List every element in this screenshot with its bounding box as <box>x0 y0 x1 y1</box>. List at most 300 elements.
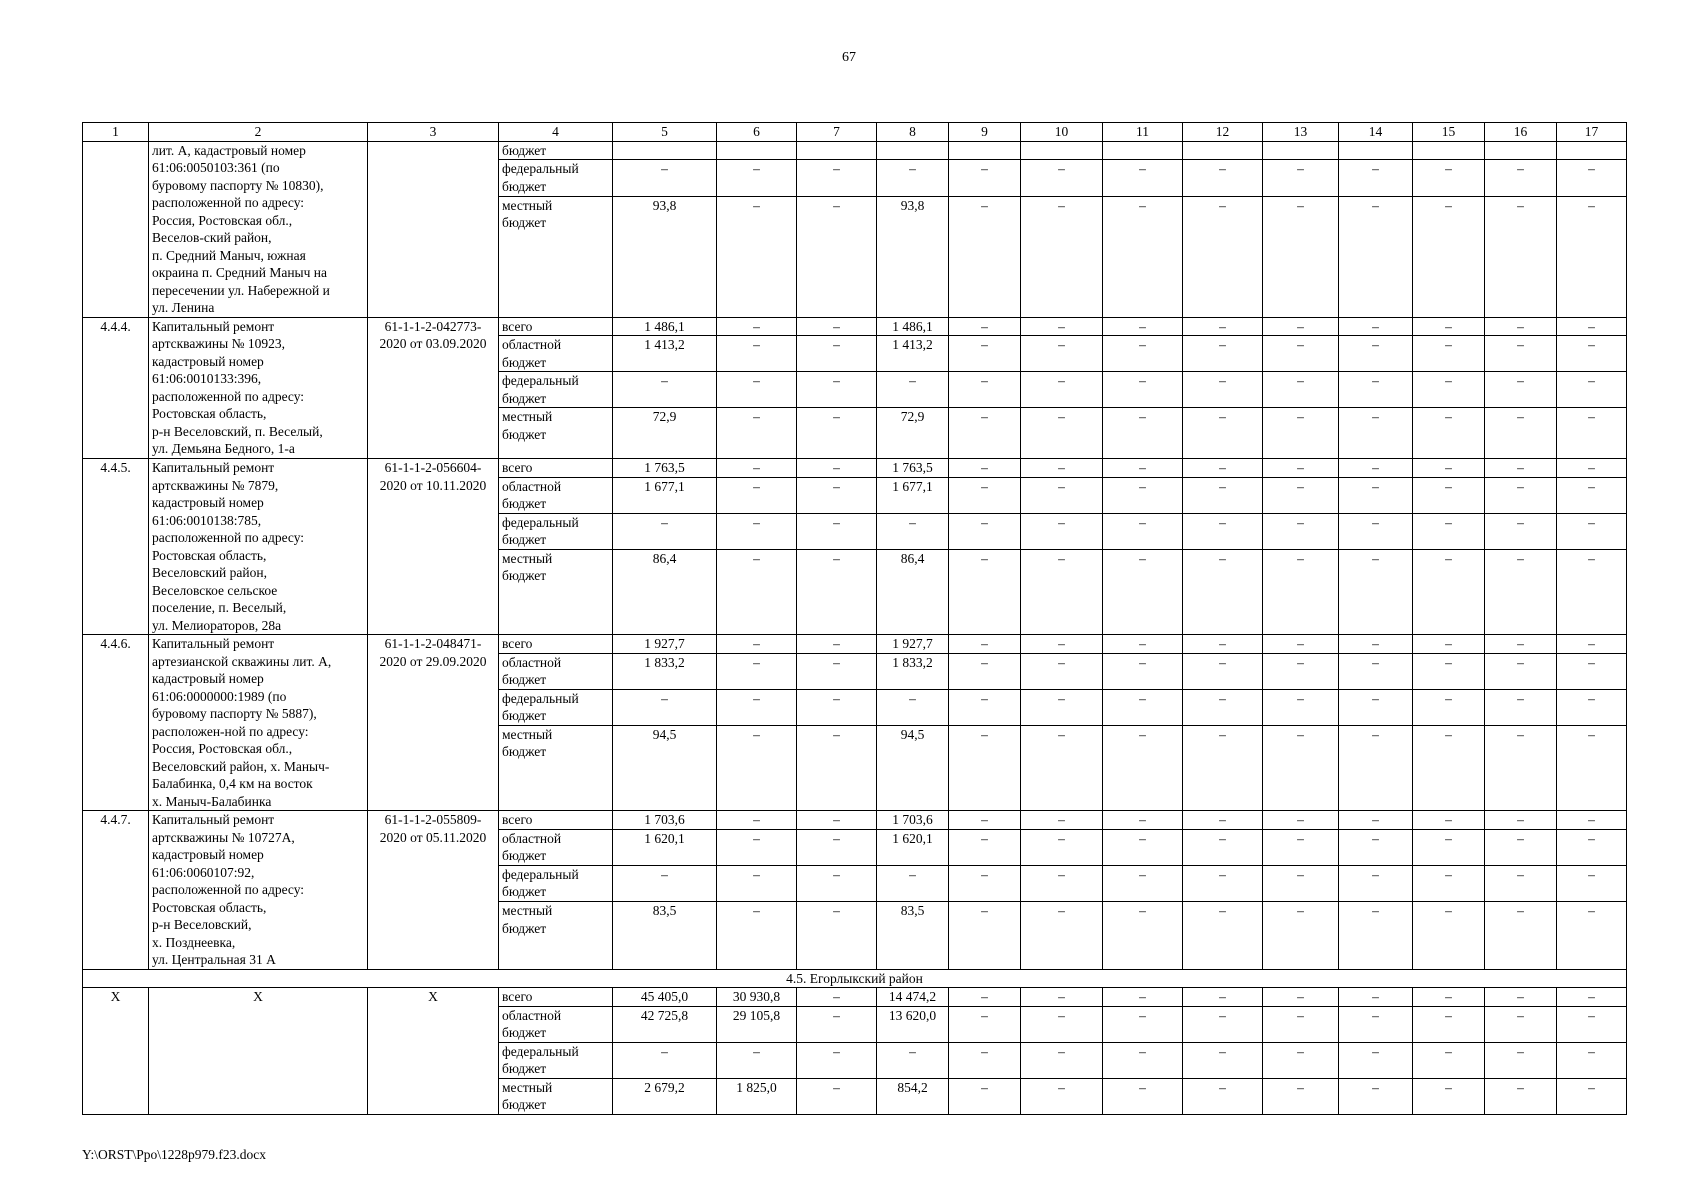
value-cell <box>1413 141 1485 160</box>
value-cell: – <box>797 196 877 317</box>
value-cell: – <box>1103 829 1183 865</box>
value-cell: – <box>797 336 877 372</box>
value-cell: 854,2 <box>877 1078 949 1114</box>
value-cell: – <box>1263 513 1339 549</box>
value-cell: – <box>1103 689 1183 725</box>
value-cell: – <box>1485 477 1557 513</box>
column-header: 13 <box>1263 123 1339 142</box>
value-cell: – <box>797 902 877 969</box>
value-cell: 94,5 <box>877 725 949 810</box>
value-cell: – <box>1413 317 1485 336</box>
value-cell: – <box>1263 1078 1339 1114</box>
value-cell: – <box>717 317 797 336</box>
value-cell: 1 833,2 <box>877 653 949 689</box>
table-row <box>83 635 1627 654</box>
value-cell: – <box>1183 336 1263 372</box>
value-cell: – <box>1183 689 1263 725</box>
value-cell: – <box>1021 829 1103 865</box>
value-cell: – <box>1103 1078 1183 1114</box>
value-cell: – <box>717 160 797 197</box>
value-cell: – <box>1103 725 1183 810</box>
value-cell: – <box>1557 513 1627 549</box>
value-cell: – <box>877 1042 949 1078</box>
value-cell: – <box>949 160 1021 197</box>
value-cell: – <box>1103 549 1183 634</box>
column-header: 5 <box>613 123 717 142</box>
value-cell: 86,4 <box>877 549 949 634</box>
value-cell <box>1263 141 1339 160</box>
value-cell: – <box>797 988 877 1007</box>
value-cell <box>717 141 797 160</box>
column-header: 1 <box>83 123 149 142</box>
value-cell: 30 930,8 <box>717 988 797 1007</box>
value-cell: – <box>797 1006 877 1042</box>
value-cell: – <box>717 829 797 865</box>
value-cell: 1 486,1 <box>613 317 717 336</box>
value-cell: – <box>1263 635 1339 654</box>
value-cell: – <box>1103 336 1183 372</box>
value-cell: – <box>613 1042 717 1078</box>
value-cell: – <box>1413 653 1485 689</box>
value-cell: – <box>1103 317 1183 336</box>
value-cell: – <box>1263 196 1339 317</box>
funding-type: всего <box>499 317 613 336</box>
value-cell: – <box>1413 459 1485 478</box>
value-cell: – <box>1263 549 1339 634</box>
value-cell: – <box>1413 811 1485 830</box>
value-cell: – <box>949 902 1021 969</box>
value-cell: – <box>1557 336 1627 372</box>
item-reg-code: 61-1-1-2-048471- 2020 от 29.09.2020 <box>368 635 499 811</box>
item-number <box>83 141 149 317</box>
value-cell: – <box>1021 408 1103 459</box>
value-cell: – <box>1021 336 1103 372</box>
value-cell: – <box>1263 829 1339 865</box>
value-cell: 14 474,2 <box>877 988 949 1007</box>
value-cell: – <box>1183 1042 1263 1078</box>
value-cell: – <box>1485 689 1557 725</box>
value-cell: – <box>1485 317 1557 336</box>
value-cell: – <box>1413 689 1485 725</box>
value-cell: – <box>1103 477 1183 513</box>
value-cell: – <box>797 653 877 689</box>
value-cell: – <box>1339 477 1413 513</box>
value-cell: – <box>1413 477 1485 513</box>
column-header: 8 <box>877 123 949 142</box>
section-title: 4.5. Егорлыкский район <box>83 969 1627 988</box>
value-cell <box>1339 141 1413 160</box>
value-cell: – <box>949 635 1021 654</box>
value-cell: – <box>717 477 797 513</box>
value-cell: – <box>1263 811 1339 830</box>
value-cell <box>613 141 717 160</box>
item-description: Капитальный ремонт артскважины № 10727А, кадастровый номер 61:06:0060107:92, расположенной по адресу: Ростовская область, р-н Веселовский, х. Позднеевка, ул. Центральная 31 А <box>149 811 368 970</box>
value-cell: – <box>1021 725 1103 810</box>
value-cell: – <box>613 160 717 197</box>
value-cell: – <box>797 725 877 810</box>
value-cell: – <box>1485 653 1557 689</box>
value-cell: – <box>797 865 877 901</box>
value-cell: – <box>1413 160 1485 197</box>
value-cell: – <box>717 689 797 725</box>
value-cell: – <box>949 336 1021 372</box>
funding-type: областной бюджет <box>499 477 613 513</box>
funding-type: областной бюджет <box>499 829 613 865</box>
value-cell: – <box>949 477 1021 513</box>
value-cell: – <box>1183 865 1263 901</box>
value-cell: – <box>797 689 877 725</box>
value-cell: – <box>1183 459 1263 478</box>
value-cell: – <box>1413 336 1485 372</box>
funding-type: федеральный бюджет <box>499 1042 613 1078</box>
item-number: 4.4.4. <box>83 317 149 459</box>
value-cell: – <box>1339 1006 1413 1042</box>
funding-type: федеральный бюджет <box>499 160 613 197</box>
value-cell: – <box>1183 160 1263 197</box>
value-cell: – <box>877 160 949 197</box>
value-cell: 93,8 <box>613 196 717 317</box>
value-cell: – <box>613 689 717 725</box>
value-cell: – <box>1339 988 1413 1007</box>
value-cell: – <box>949 196 1021 317</box>
value-cell: – <box>717 513 797 549</box>
value-cell: – <box>797 459 877 478</box>
value-cell: – <box>1413 1006 1485 1042</box>
value-cell: – <box>877 865 949 901</box>
funding-type: бюджет <box>499 141 613 160</box>
value-cell: – <box>949 865 1021 901</box>
value-cell: 1 825,0 <box>717 1078 797 1114</box>
value-cell: – <box>1021 902 1103 969</box>
value-cell: – <box>1263 653 1339 689</box>
value-cell: – <box>1021 1078 1103 1114</box>
value-cell: – <box>1021 811 1103 830</box>
value-cell: – <box>1485 902 1557 969</box>
value-cell: – <box>1103 1042 1183 1078</box>
value-cell: – <box>1413 408 1485 459</box>
value-cell: – <box>1021 1006 1103 1042</box>
value-cell: – <box>1557 160 1627 197</box>
value-cell: – <box>1021 477 1103 513</box>
value-cell: – <box>1485 336 1557 372</box>
value-cell: – <box>1183 829 1263 865</box>
value-cell: – <box>1183 317 1263 336</box>
column-header: 15 <box>1413 123 1485 142</box>
value-cell: – <box>613 865 717 901</box>
value-cell: – <box>797 635 877 654</box>
value-cell: – <box>717 549 797 634</box>
value-cell: – <box>797 477 877 513</box>
value-cell: – <box>1557 408 1627 459</box>
funding-type: всего <box>499 811 613 830</box>
value-cell: – <box>1339 811 1413 830</box>
value-cell: – <box>1339 653 1413 689</box>
value-cell: – <box>717 459 797 478</box>
item-number: 4.4.7. <box>83 811 149 970</box>
value-cell: – <box>1557 865 1627 901</box>
value-cell: – <box>1103 372 1183 408</box>
value-cell: 93,8 <box>877 196 949 317</box>
value-cell: – <box>1413 372 1485 408</box>
value-cell: – <box>949 459 1021 478</box>
value-cell: – <box>1339 459 1413 478</box>
value-cell: – <box>1183 653 1263 689</box>
value-cell: – <box>1103 988 1183 1007</box>
column-header: 16 <box>1485 123 1557 142</box>
section-row <box>83 969 1627 988</box>
value-cell: – <box>949 549 1021 634</box>
value-cell: – <box>1413 635 1485 654</box>
value-cell: – <box>1103 865 1183 901</box>
value-cell: – <box>1485 988 1557 1007</box>
budget-table <box>82 122 1627 1115</box>
value-cell: – <box>1413 829 1485 865</box>
value-cell: 45 405,0 <box>613 988 717 1007</box>
value-cell: – <box>1263 160 1339 197</box>
funding-type: местный бюджет <box>499 902 613 969</box>
value-cell: 1 763,5 <box>877 459 949 478</box>
column-header: 4 <box>499 123 613 142</box>
value-cell: – <box>1485 635 1557 654</box>
value-cell <box>1103 141 1183 160</box>
value-cell: – <box>1557 1042 1627 1078</box>
item-reg-code: 61-1-1-2-056604- 2020 от 10.11.2020 <box>368 459 499 635</box>
funding-type: всего <box>499 988 613 1007</box>
value-cell <box>797 141 877 160</box>
value-cell: – <box>1183 477 1263 513</box>
value-cell: – <box>1103 160 1183 197</box>
item-number: 4.4.5. <box>83 459 149 635</box>
value-cell: – <box>1183 988 1263 1007</box>
value-cell: – <box>1263 459 1339 478</box>
item-reg-code <box>368 141 499 317</box>
value-cell: – <box>1021 653 1103 689</box>
value-cell: – <box>717 336 797 372</box>
column-header: 3 <box>368 123 499 142</box>
value-cell: – <box>949 1006 1021 1042</box>
value-cell: – <box>717 865 797 901</box>
item-description: Капитальный ремонт артскважины № 10923, кадастровый номер 61:06:0010133:396, расположенной по адресу: Ростовская область, р-н Веселовский, п. Веселый, ул. Демьяна Бедного, 1-а <box>149 317 368 459</box>
value-cell: 1 927,7 <box>877 635 949 654</box>
column-header: 12 <box>1183 123 1263 142</box>
value-cell: – <box>1021 689 1103 725</box>
column-header: 17 <box>1557 123 1627 142</box>
funding-type: всего <box>499 635 613 654</box>
value-cell: – <box>1183 725 1263 810</box>
value-cell: 1 833,2 <box>613 653 717 689</box>
item-reg-code: 61-1-1-2-042773- 2020 от 03.09.2020 <box>368 317 499 459</box>
value-cell: – <box>1021 988 1103 1007</box>
value-cell <box>949 141 1021 160</box>
value-cell: – <box>1413 1042 1485 1078</box>
value-cell: – <box>1413 549 1485 634</box>
value-cell: – <box>1557 653 1627 689</box>
value-cell: – <box>797 408 877 459</box>
value-cell: – <box>1263 988 1339 1007</box>
value-cell <box>877 141 949 160</box>
value-cell: – <box>949 513 1021 549</box>
value-cell: – <box>1021 196 1103 317</box>
value-cell: – <box>797 317 877 336</box>
value-cell: – <box>1021 865 1103 901</box>
value-cell: – <box>877 513 949 549</box>
item-description: Капитальный ремонт артезианской скважины лит. А, кадастровый номер 61:06:0000000:1989 (по буровому паспорту № 5887), расположен-ной по адресу: Россия, Ростовская обл., Веселовский район, х. Маныч- Балабинка, 0,4 км на восток х. Маныч-Балабинка <box>149 635 368 811</box>
funding-type: областной бюджет <box>499 653 613 689</box>
value-cell: – <box>1339 549 1413 634</box>
value-cell: – <box>1183 408 1263 459</box>
value-cell: – <box>1263 865 1339 901</box>
column-header: 6 <box>717 123 797 142</box>
value-cell: – <box>1485 372 1557 408</box>
value-cell: 94,5 <box>613 725 717 810</box>
value-cell: – <box>797 1042 877 1078</box>
value-cell: – <box>1183 1078 1263 1114</box>
value-cell: 13 620,0 <box>877 1006 949 1042</box>
value-cell: – <box>717 372 797 408</box>
value-cell: – <box>1339 725 1413 810</box>
value-cell: – <box>1413 725 1485 810</box>
funding-type: областной бюджет <box>499 336 613 372</box>
value-cell: – <box>1485 829 1557 865</box>
value-cell: 83,5 <box>613 902 717 969</box>
value-cell: – <box>1103 408 1183 459</box>
value-cell: – <box>1413 865 1485 901</box>
value-cell: – <box>1485 160 1557 197</box>
funding-type: федеральный бюджет <box>499 513 613 549</box>
value-cell: – <box>1339 160 1413 197</box>
value-cell: – <box>1339 408 1413 459</box>
value-cell: – <box>949 725 1021 810</box>
table-row <box>83 459 1627 478</box>
value-cell: – <box>1103 459 1183 478</box>
value-cell: – <box>1263 1042 1339 1078</box>
value-cell: – <box>949 811 1021 830</box>
value-cell: – <box>1263 477 1339 513</box>
value-cell: – <box>1557 317 1627 336</box>
value-cell: – <box>1413 902 1485 969</box>
value-cell: – <box>1183 1006 1263 1042</box>
value-cell: – <box>1263 336 1339 372</box>
value-cell: – <box>1557 829 1627 865</box>
value-cell: – <box>613 513 717 549</box>
value-cell: – <box>1021 317 1103 336</box>
value-cell: 83,5 <box>877 902 949 969</box>
funding-type: всего <box>499 459 613 478</box>
value-cell: – <box>1021 635 1103 654</box>
value-cell: – <box>1103 811 1183 830</box>
funding-type: федеральный бюджет <box>499 689 613 725</box>
funding-type: областной бюджет <box>499 1006 613 1042</box>
value-cell: – <box>1263 902 1339 969</box>
value-cell: – <box>717 902 797 969</box>
value-cell: – <box>1183 811 1263 830</box>
item-number: Х <box>83 988 149 1115</box>
value-cell: – <box>1557 725 1627 810</box>
value-cell: – <box>797 1078 877 1114</box>
value-cell: – <box>1339 317 1413 336</box>
value-cell: – <box>1557 459 1627 478</box>
value-cell: – <box>1485 865 1557 901</box>
value-cell: – <box>797 513 877 549</box>
value-cell: – <box>949 1042 1021 1078</box>
page-number: 67 <box>842 50 856 65</box>
value-cell: – <box>1557 549 1627 634</box>
value-cell: – <box>1485 549 1557 634</box>
value-cell: 1 413,2 <box>613 336 717 372</box>
value-cell: – <box>1339 902 1413 969</box>
value-cell: 1 413,2 <box>877 336 949 372</box>
funding-type: местный бюджет <box>499 408 613 459</box>
value-cell: – <box>1021 160 1103 197</box>
item-description: Капитальный ремонт артскважины № 7879, кадастровый номер 61:06:0010138:785, расположенной по адресу: Ростовская область, Веселовский район, Веселовское сельское поселение, п. Веселый, ул. Мелиораторов, 28а <box>149 459 368 635</box>
value-cell: – <box>1413 513 1485 549</box>
value-cell: – <box>1263 408 1339 459</box>
value-cell: – <box>1413 1078 1485 1114</box>
value-cell: – <box>949 988 1021 1007</box>
value-cell: – <box>717 196 797 317</box>
value-cell: – <box>1485 811 1557 830</box>
value-cell: – <box>1021 549 1103 634</box>
value-cell: – <box>1485 1078 1557 1114</box>
value-cell: – <box>1339 372 1413 408</box>
value-cell: – <box>1485 196 1557 317</box>
value-cell: – <box>1557 902 1627 969</box>
funding-type: местный бюджет <box>499 725 613 810</box>
value-cell <box>1485 141 1557 160</box>
value-cell: – <box>717 635 797 654</box>
table-row <box>83 141 1627 160</box>
item-number: 4.4.6. <box>83 635 149 811</box>
summary-row <box>83 988 1627 1007</box>
value-cell: – <box>797 811 877 830</box>
value-cell: – <box>717 408 797 459</box>
value-cell: – <box>949 689 1021 725</box>
value-cell: 1 703,6 <box>613 811 717 830</box>
value-cell: – <box>877 689 949 725</box>
value-cell: – <box>1557 635 1627 654</box>
value-cell: – <box>1183 902 1263 969</box>
value-cell: – <box>1485 1006 1557 1042</box>
value-cell: – <box>1485 459 1557 478</box>
value-cell: 1 927,7 <box>613 635 717 654</box>
funding-type: местный бюджет <box>499 1078 613 1114</box>
value-cell: 1 677,1 <box>877 477 949 513</box>
value-cell: – <box>1557 988 1627 1007</box>
value-cell: – <box>949 317 1021 336</box>
value-cell <box>1021 141 1103 160</box>
value-cell: – <box>1183 513 1263 549</box>
value-cell: – <box>1103 902 1183 969</box>
column-header: 2 <box>149 123 368 142</box>
value-cell: – <box>1103 653 1183 689</box>
value-cell: – <box>1263 689 1339 725</box>
value-cell: – <box>1263 372 1339 408</box>
value-cell: – <box>1021 513 1103 549</box>
value-cell: 72,9 <box>877 408 949 459</box>
item-description: лит. А, кадастровый номер 61:06:0050103:361 (по буровому паспорту № 10830), расположенной по адресу: Россия, Ростовская обл., Веселов-ский район, п. Средний Маныч, южная окраина п. Средний Маныч на пересечении ул. Набережной и ул. Ленина <box>149 141 368 317</box>
funding-type: федеральный бюджет <box>499 865 613 901</box>
value-cell <box>1183 141 1263 160</box>
value-cell: – <box>1339 865 1413 901</box>
column-header: 10 <box>1021 123 1103 142</box>
value-cell: 1 763,5 <box>613 459 717 478</box>
value-cell: – <box>1485 513 1557 549</box>
value-cell: 86,4 <box>613 549 717 634</box>
value-cell: 1 486,1 <box>877 317 949 336</box>
value-cell: – <box>717 1042 797 1078</box>
value-cell: – <box>717 811 797 830</box>
value-cell: – <box>877 372 949 408</box>
